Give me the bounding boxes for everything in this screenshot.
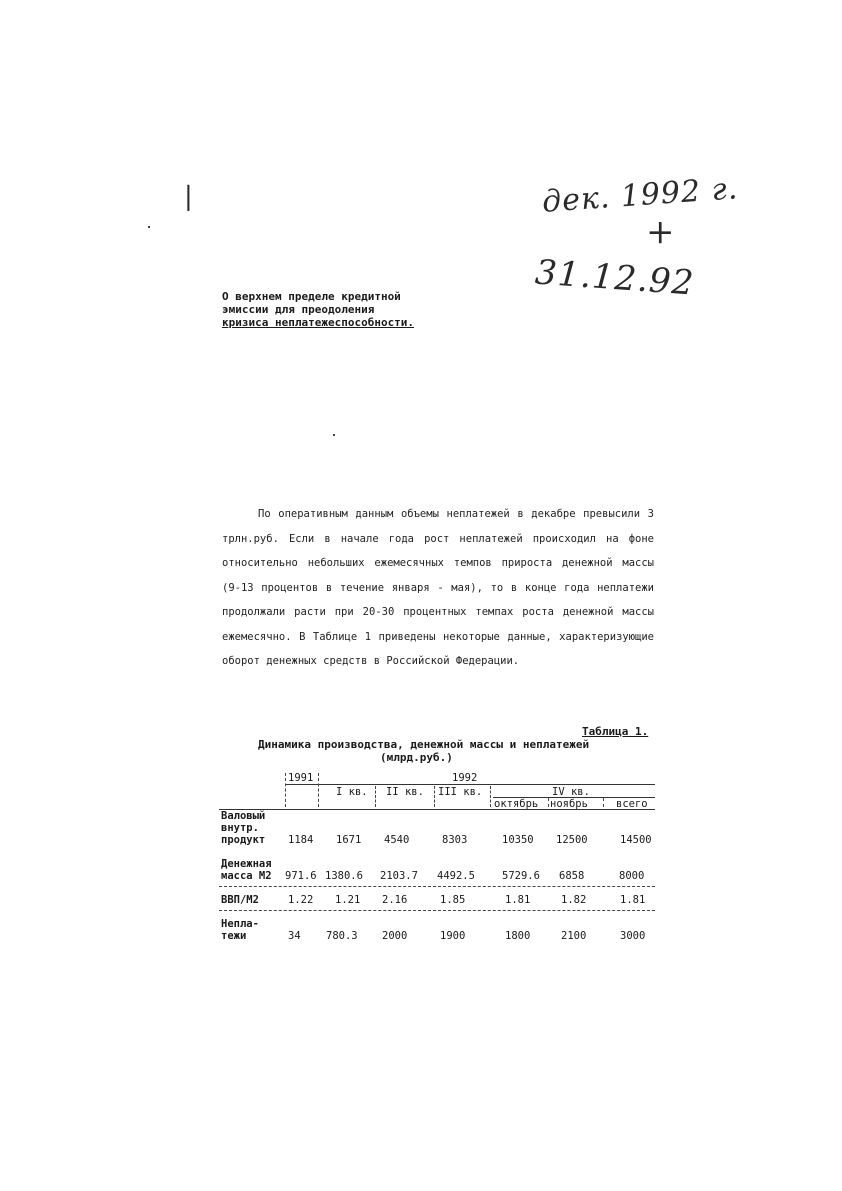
scan-speck (333, 434, 335, 436)
row-label-line: продукт (221, 834, 266, 846)
table-cell: 780.3 (326, 930, 358, 942)
table-cell: 8303 (442, 834, 468, 846)
table-cell: 1380.6 (325, 870, 363, 882)
table-cell: 1.21 (335, 894, 361, 906)
row-label-line: тежи (221, 930, 247, 942)
table-column-rule (603, 798, 604, 807)
table-cell: 1.82 (561, 894, 587, 906)
table-cell: 971.6 (285, 870, 317, 882)
scan-speck (148, 226, 150, 228)
table-column-rule (434, 786, 435, 807)
table-cell: 34 (288, 930, 301, 942)
table-cell: 2103.7 (380, 870, 418, 882)
table-cell: 1900 (440, 930, 466, 942)
header-november: ноябрь (550, 798, 588, 810)
header-october: октябрь (494, 798, 539, 810)
table-cell: 8000 (619, 870, 645, 882)
table-label: Таблица 1. (582, 725, 649, 738)
table-cell: 3000 (620, 930, 646, 942)
table-cell: 1.85 (440, 894, 466, 906)
row-separator (219, 886, 655, 887)
row-label-line: ВВП/М2 (221, 894, 259, 906)
table-cell: 12500 (556, 834, 588, 846)
handwritten-plus: + (646, 212, 676, 252)
table-title: Динамика производства, денежной массы и неплатежей (258, 738, 590, 751)
header-q3: III кв. (438, 786, 483, 798)
table-cell: 1.22 (288, 894, 314, 906)
table-cell: 2100 (561, 930, 587, 942)
header-q4: IV кв. (552, 786, 590, 798)
title-line: кризиса неплатежеспособности. (222, 316, 415, 329)
table-cell: 1671 (336, 834, 362, 846)
row-label-gdp (221, 810, 265, 846)
corner-mark: | (184, 182, 194, 212)
table-column-rule (318, 773, 319, 807)
table-header-rule (285, 784, 655, 785)
table-column-rule (548, 798, 549, 807)
handwritten-date: дек. 1992 г. (541, 171, 740, 220)
table-cell: 10350 (502, 834, 534, 846)
row-label-line: Валовый (221, 810, 266, 822)
table-cell: 4492.5 (437, 870, 475, 882)
row-label-money-supply (221, 858, 272, 882)
row-label-line: внутр. (221, 822, 259, 834)
row-label-line: Непла- (221, 918, 259, 930)
header-1991: 1991 (288, 772, 314, 784)
table-cell: 4540 (384, 834, 410, 846)
table-cell: 14500 (620, 834, 652, 846)
table-cell: 1800 (505, 930, 531, 942)
row-label-non-payments (221, 918, 259, 942)
header-1992: 1992 (452, 772, 478, 784)
table-cell: 2000 (382, 930, 408, 942)
header-q1: I кв. (336, 786, 368, 798)
table-cell: 2.16 (382, 894, 408, 906)
title-line: О верхнем пределе кредитной (222, 290, 401, 303)
table-unit: (млрд.руб.) (380, 751, 453, 764)
table-cell: 1184 (288, 834, 314, 846)
header-q2: II кв. (386, 786, 424, 798)
table-cell: 1.81 (505, 894, 531, 906)
header-total: всего (616, 798, 648, 810)
row-label-gdp-m2 (221, 894, 259, 906)
table-column-rule (375, 786, 376, 807)
table-cell: 6858 (559, 870, 585, 882)
row-separator (219, 910, 655, 911)
table-cell: 5729.6 (502, 870, 540, 882)
table-column-rule (285, 773, 286, 807)
row-label-line: Денежная (221, 858, 272, 870)
title-line: эмиссии для преодоления (222, 303, 375, 316)
table-cell: 1.81 (620, 894, 646, 906)
body-paragraph: По оперативным данным объемы неплатежей в декабре превысили 3 трлн.руб. Если в начале года рост неплатежей происходил на фоне относительно небольших ежемесячных темпов прироста денежной массы (9-13 процентов в течение января - мая), то в конце года неплатежи продолжали расти при 20-30 процентных темпах роста денежной массы ежемесячно. В Таблице 1 приведены некоторые данные, характеризующие оборот денежных средств в Российской Федерации. (222, 508, 654, 667)
handwritten-date-2: 31.12.92 (533, 252, 696, 304)
document-title (222, 290, 414, 329)
table-header-rule (219, 809, 655, 810)
table-column-rule (490, 786, 491, 807)
row-label-line: масса М2 (221, 870, 272, 882)
